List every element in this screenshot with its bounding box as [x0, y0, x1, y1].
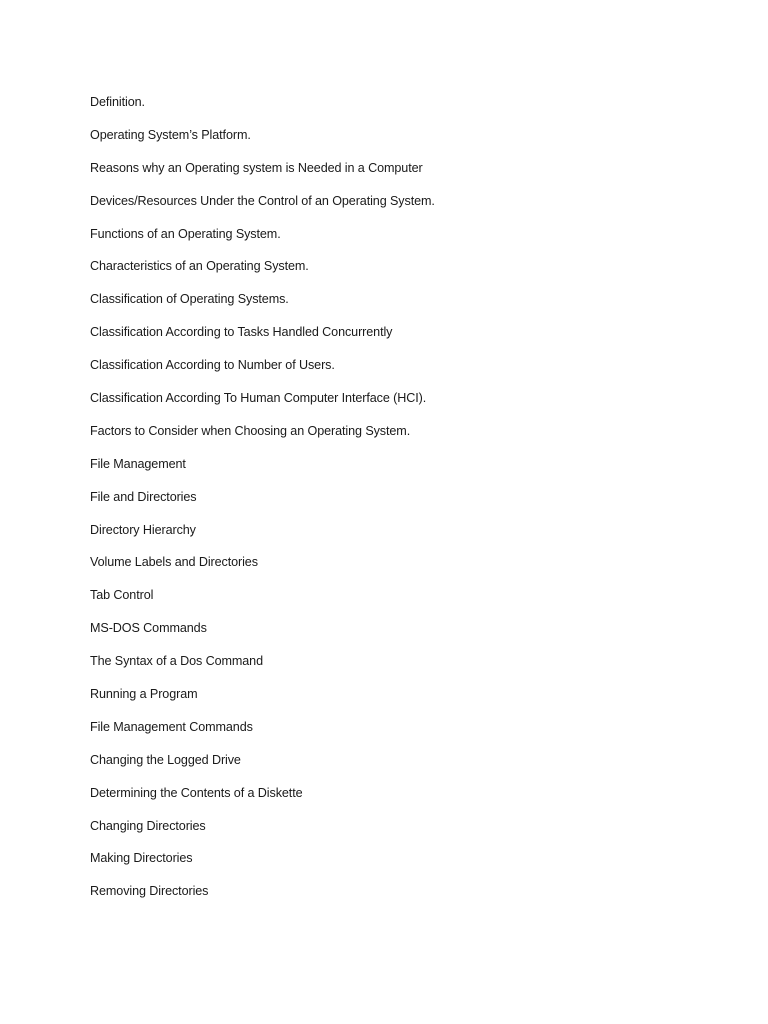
- topic-item: Determining the Contents of a Diskette: [90, 785, 303, 800]
- topic-item: Volume Labels and Directories: [90, 555, 258, 570]
- topic-item: Classification of Operating Systems.: [90, 292, 289, 307]
- topic-item: Classification According to Number of Users.: [90, 358, 335, 373]
- topic-item: Definition.: [90, 95, 145, 109]
- topic-item: Operating System’s Platform.: [90, 127, 251, 142]
- topic-item: File Management Commands: [90, 719, 253, 734]
- topic-item: Directory Hierarchy: [90, 522, 196, 537]
- topic-list: [90, 92, 435, 914]
- topic-item: Making Directories: [90, 851, 193, 866]
- topic-item: Classification According To Human Computer Interface (HCI).: [90, 391, 427, 406]
- topic-item: Removing Directories: [90, 884, 209, 899]
- topic-item: MS-DOS Commands: [90, 621, 207, 636]
- topic-item: Devices/Resources Under the Control of an Operating System.: [90, 193, 435, 208]
- topic-item: Reasons why an Operating system is Needed in a Computer: [90, 160, 423, 175]
- topic-item: Classification According to Tasks Handled Concurrently: [90, 325, 393, 340]
- topic-item: Factors to Consider when Choosing an Operating System.: [90, 423, 411, 438]
- topic-item: Running a Program: [90, 687, 198, 702]
- topic-item: Functions of an Operating System.: [90, 226, 281, 241]
- topic-item: Changing Directories: [90, 818, 206, 833]
- topic-item: Tab Control: [90, 588, 154, 603]
- topic-item: Changing the Logged Drive: [90, 752, 241, 767]
- topic-item: File and Directories: [90, 489, 197, 504]
- topic-item: The Syntax of a Dos Command: [90, 654, 263, 669]
- topic-item: File Management: [90, 456, 186, 471]
- topic-item: Characteristics of an Operating System.: [90, 259, 309, 274]
